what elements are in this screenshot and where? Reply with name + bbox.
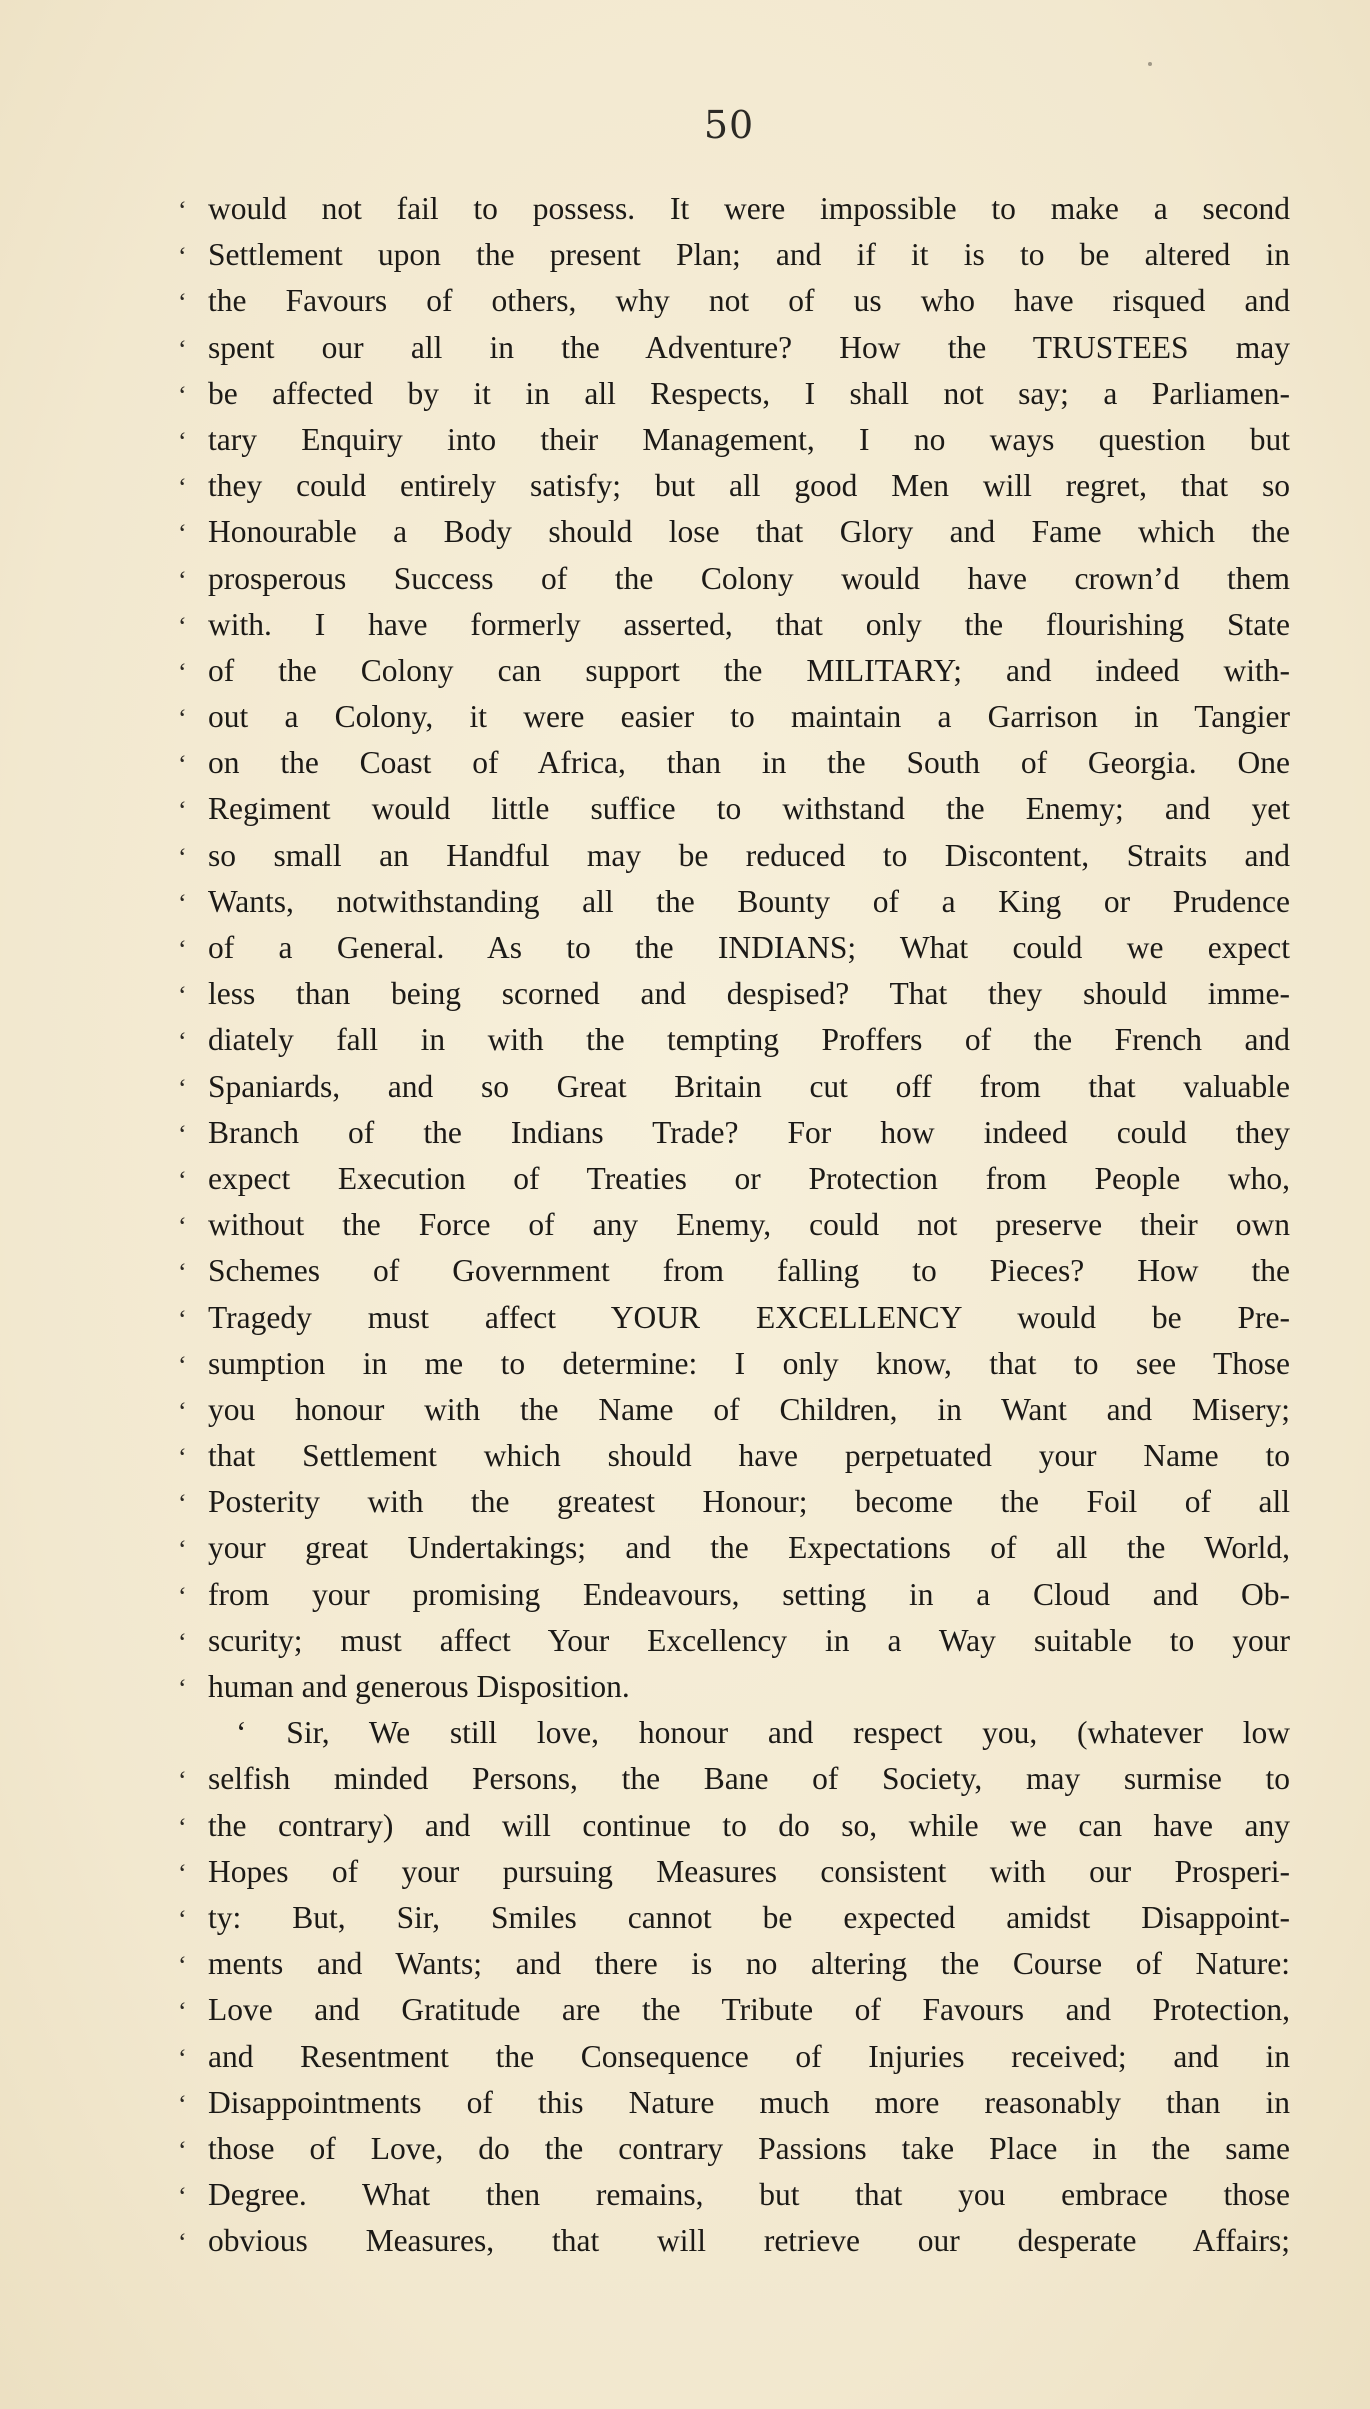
line-text: on the Coast of Africa, than in the South of Georgia. One [208, 745, 1290, 781]
quote-mark: ‘ [178, 288, 187, 318]
text-line [178, 1618, 1290, 1664]
line-text: expect Execution of Treaties or Protection from People who, [208, 1160, 1290, 1196]
line-text: human and generous Disposition. [208, 1669, 630, 1704]
text-line [178, 786, 1290, 832]
quote-mark: ‘ [178, 1165, 187, 1195]
quote-mark: ‘ [178, 888, 187, 918]
line-text: so small an Handful may be reduced to Discontent, Straits and [208, 837, 1290, 873]
quote-mark: ‘ [178, 2135, 187, 2165]
text-line [178, 2218, 1290, 2264]
quote-mark: ‘ [178, 1396, 187, 1426]
text-line [178, 556, 1290, 602]
paragraph-start-text: Sir, We still love, honour and respect you, (whatever low [286, 1715, 1290, 1751]
line-text: ty: But, Sir, Smiles cannot be expected amidst Disappoint- [208, 1899, 1290, 1935]
line-text: Disappointments of this Nature much more reasonably than in [208, 2084, 1290, 2120]
quote-mark: ‘ [178, 1581, 187, 1611]
quote-mark: ‘ [178, 1904, 187, 1934]
paper-blemish [1148, 62, 1152, 66]
line-text: that Settlement which should have perpetuated your Name to [208, 1438, 1290, 1474]
quote-mark: ‘ [178, 380, 187, 410]
line-text: Settlement upon the present Plan; and if it is to be altered in [208, 237, 1290, 273]
text-line [178, 879, 1290, 925]
line-text: Hopes of your pursuing Measures consistent with our Prosperi- [208, 1853, 1290, 1889]
quote-mark: ‘ [178, 657, 187, 687]
text-line [178, 1895, 1290, 1941]
line-text: with. I have formerly asserted, that only the flourishing State [208, 606, 1290, 642]
line-text: spent our all in the Adventure? How the TRUSTEES may [208, 329, 1290, 365]
line-text: Love and Gratitude are the Tribute of Favours and Protection, [208, 1992, 1290, 2028]
line-text: would not fail to possess. It were impossible to make a second [208, 191, 1290, 226]
quote-mark: ‘ [178, 796, 187, 826]
quote-mark: ‘ [178, 1119, 187, 1149]
line-text: diately fall in with the tempting Proffers of the French and [208, 1022, 1290, 1058]
text-line [178, 1433, 1290, 1479]
text-line [178, 1664, 1290, 1710]
line-text: ments and Wants; and there is no altering the Course of Nature: [208, 1946, 1290, 1982]
line-text: of the Colony can support the MILITARY; and indeed with- [208, 652, 1290, 688]
quote-mark: ‘ [178, 1535, 187, 1565]
quote-mark: ‘ [178, 1627, 187, 1657]
text-line [178, 463, 1290, 509]
line-text: obvious Measures, that will retrieve our desperate Affairs; [208, 2223, 1290, 2259]
line-text: Schemes of Government from falling to Pieces? How the [208, 1253, 1290, 1289]
quote-mark: ‘ [178, 1443, 187, 1473]
quote-mark: ‘ [178, 704, 187, 734]
quote-mark: ‘ [178, 1812, 187, 1842]
line-text: and Resentment the Consequence of Injuries received; and in [208, 2038, 1290, 2074]
quote-mark: ‘ [178, 611, 187, 641]
text-line [178, 1756, 1290, 1802]
text-line [178, 509, 1290, 555]
line-text: without the Force of any Enemy, could not preserve their own [208, 1207, 1290, 1243]
quote-mark: ‘ [178, 2089, 187, 2119]
line-text: Branch of the Indians Trade? For how indeed could they [208, 1114, 1290, 1150]
quote-mark: ‘ [178, 1073, 187, 1103]
text-line [178, 2126, 1290, 2172]
text-line [178, 740, 1290, 786]
text-line [178, 648, 1290, 694]
text-line [178, 186, 1290, 232]
quote-mark: ‘ [178, 1674, 187, 1703]
quote-mark: ‘ [178, 1951, 187, 1981]
text-line [178, 1803, 1290, 1849]
quote-mark: ‘ [178, 519, 187, 549]
text-line [178, 1064, 1290, 1110]
text-line [178, 278, 1290, 324]
text-line [178, 925, 1290, 971]
line-text: of a General. As to the INDIANS; What could we expect [208, 930, 1290, 965]
quote-mark: ‘ [178, 1489, 187, 1519]
line-text: the contrary) and will continue to do so, while we can have any [208, 1807, 1290, 1843]
line-text: Spaniards, and so Great Britain cut off from that valuable [208, 1068, 1290, 1104]
line-text: Degree. What then remains, but that you embrace those [208, 2177, 1290, 2213]
line-text: scurity; must affect Your Excellency in a Way suitable to your [208, 1622, 1290, 1658]
quote-mark: ‘ [178, 1997, 187, 2027]
text-line [178, 325, 1290, 371]
quote-mark: ‘ [178, 750, 187, 780]
quote-mark: ‘ [178, 242, 187, 272]
text-line [178, 1572, 1290, 1618]
line-text: prosperous Success of the Colony would have crown’d them [208, 560, 1290, 596]
text-line [178, 1156, 1290, 1202]
line-text: you honour with the Name of Children, in Want and Misery; [208, 1391, 1290, 1427]
body-text [178, 186, 1290, 2264]
line-text: Tragedy must affect YOUR EXCELLENCY would be Pre- [208, 1299, 1290, 1335]
text-line [178, 1295, 1290, 1341]
line-text: from your promising Endeavours, setting in a Cloud and Ob- [208, 1576, 1290, 1612]
line-text: sumption in me to determine: I only know, that to see Those [208, 1345, 1290, 1381]
quote-mark: ‘ [178, 1858, 187, 1888]
line-text: selfish minded Persons, the Bane of Society, may surmise to [208, 1761, 1290, 1797]
text-line [178, 2034, 1290, 2080]
text-line [178, 2172, 1290, 2218]
text-line [178, 602, 1290, 648]
quote-mark: ‘ [236, 1715, 247, 1751]
text-line [178, 1525, 1290, 1571]
text-line [178, 1710, 1290, 1756]
text-line [178, 1387, 1290, 1433]
line-text: Regiment would little suffice to withstand the Enemy; and yet [208, 791, 1290, 827]
quote-mark: ‘ [178, 1212, 187, 1242]
line-text: tary Enquiry into their Management, I no ways question but [208, 421, 1290, 457]
line-text: be affected by it in all Respects, I shall not say; a Parliamen- [208, 375, 1290, 411]
text-line [178, 1248, 1290, 1294]
line-text: out a Colony, it were easier to maintain a Garrison in Tangier [208, 699, 1290, 735]
text-line [178, 1987, 1290, 2033]
text-line [178, 833, 1290, 879]
quote-mark: ‘ [178, 1258, 187, 1288]
line-text: they could entirely satisfy; but all good Men will regret, that so [208, 468, 1290, 504]
line-text: those of Love, do the contrary Passions take Place in the same [208, 2130, 1290, 2166]
text-line [178, 232, 1290, 278]
line-text: less than being scorned and despised? That they should imme- [208, 976, 1290, 1012]
text-line [178, 2080, 1290, 2126]
line-text: Honourable a Body should lose that Glory and Fame which the [208, 514, 1290, 550]
quote-mark: ‘ [178, 196, 187, 225]
quote-mark: ‘ [178, 473, 187, 503]
text-line [178, 1202, 1290, 1248]
quote-mark: ‘ [178, 2228, 187, 2258]
quote-mark: ‘ [178, 842, 187, 872]
quote-mark: ‘ [178, 334, 187, 364]
text-line [178, 1341, 1290, 1387]
line-text [208, 1710, 1290, 1756]
quote-mark: ‘ [178, 1027, 187, 1057]
line-text: Posterity with the greatest Honour; become the Foil of all [208, 1484, 1290, 1520]
quote-mark: ‘ [178, 1766, 187, 1796]
page-number: 50 [703, 103, 755, 147]
line-text: your great Undertakings; and the Expectations of all the World, [208, 1530, 1290, 1566]
text-line [178, 694, 1290, 740]
quote-mark: ‘ [178, 981, 187, 1011]
quote-mark: ‘ [178, 565, 187, 595]
quote-mark: ‘ [178, 1350, 187, 1380]
line-text: the Favours of others, why not of us who have risqued and [208, 283, 1290, 319]
text-line [178, 1110, 1290, 1156]
quote-mark: ‘ [178, 426, 187, 456]
text-line [178, 1941, 1290, 1987]
text-line [178, 1017, 1290, 1063]
quote-mark: ‘ [178, 2182, 187, 2212]
text-line [178, 371, 1290, 417]
quote-mark: ‘ [178, 1304, 187, 1334]
quote-mark: ‘ [178, 2043, 187, 2073]
text-line [178, 1849, 1290, 1895]
text-line [178, 417, 1290, 463]
text-line [178, 971, 1290, 1017]
line-text: Wants, notwithstanding all the Bounty of a King or Prudence [208, 883, 1290, 919]
text-line [178, 1479, 1290, 1525]
quote-mark: ‘ [178, 935, 187, 964]
